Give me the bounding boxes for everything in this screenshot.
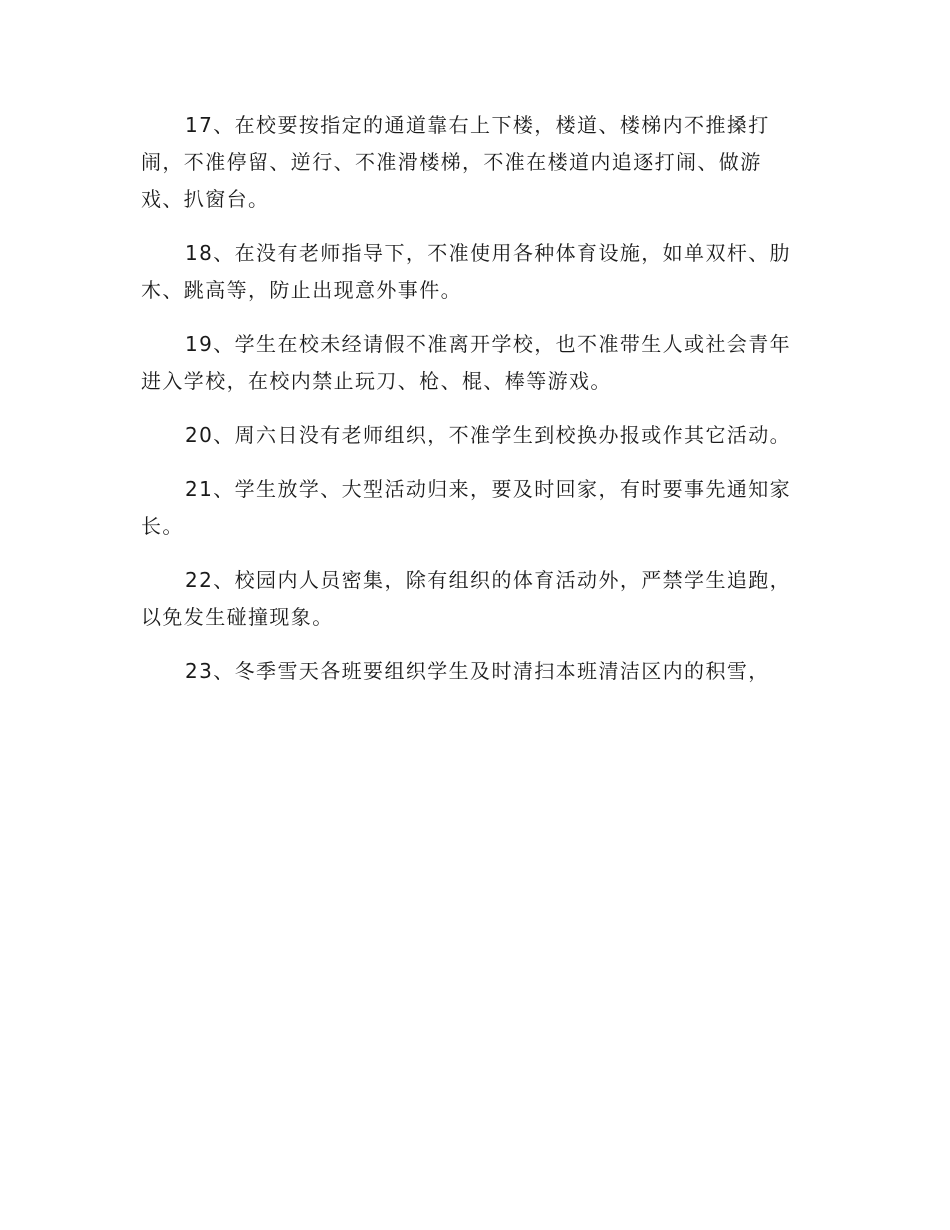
paragraph-18: 18、在没有老师指导下，不准使用各种体育设施，如单双杆、肋木、跳高等，防止出现意外事件。: [141, 241, 792, 302]
paragraph-21: 21、学生放学、大型活动归来，要及时回家，有时要事先通知家长。: [141, 477, 792, 538]
paragraph-22: 22、校园内人员密集，除有组织的体育活动外，严禁学生追跑，以免发生碰撞现象。: [141, 568, 792, 629]
document-body: [141, 107, 801, 707]
paragraph-17: 17、在校要按指定的通道靠右上下楼，楼道、楼梯内不推搡打闹，不准停留、逆行、不准滑楼梯，不准在楼道内追逐打闹、做游戏、扒窗台。: [141, 113, 770, 211]
paragraph-20: 20、周六日没有老师组织，不准学生到校换办报或作其它活动。: [185, 423, 792, 447]
paragraph-23: 23、冬季雪天各班要组织学生及时清扫本班清洁区内的积雪，: [185, 659, 770, 683]
paragraph-19: 19、学生在校未经请假不准离开学校，也不准带生人或社会青年进入学校，在校内禁止玩刀、枪、棍、棒等游戏。: [141, 332, 792, 393]
